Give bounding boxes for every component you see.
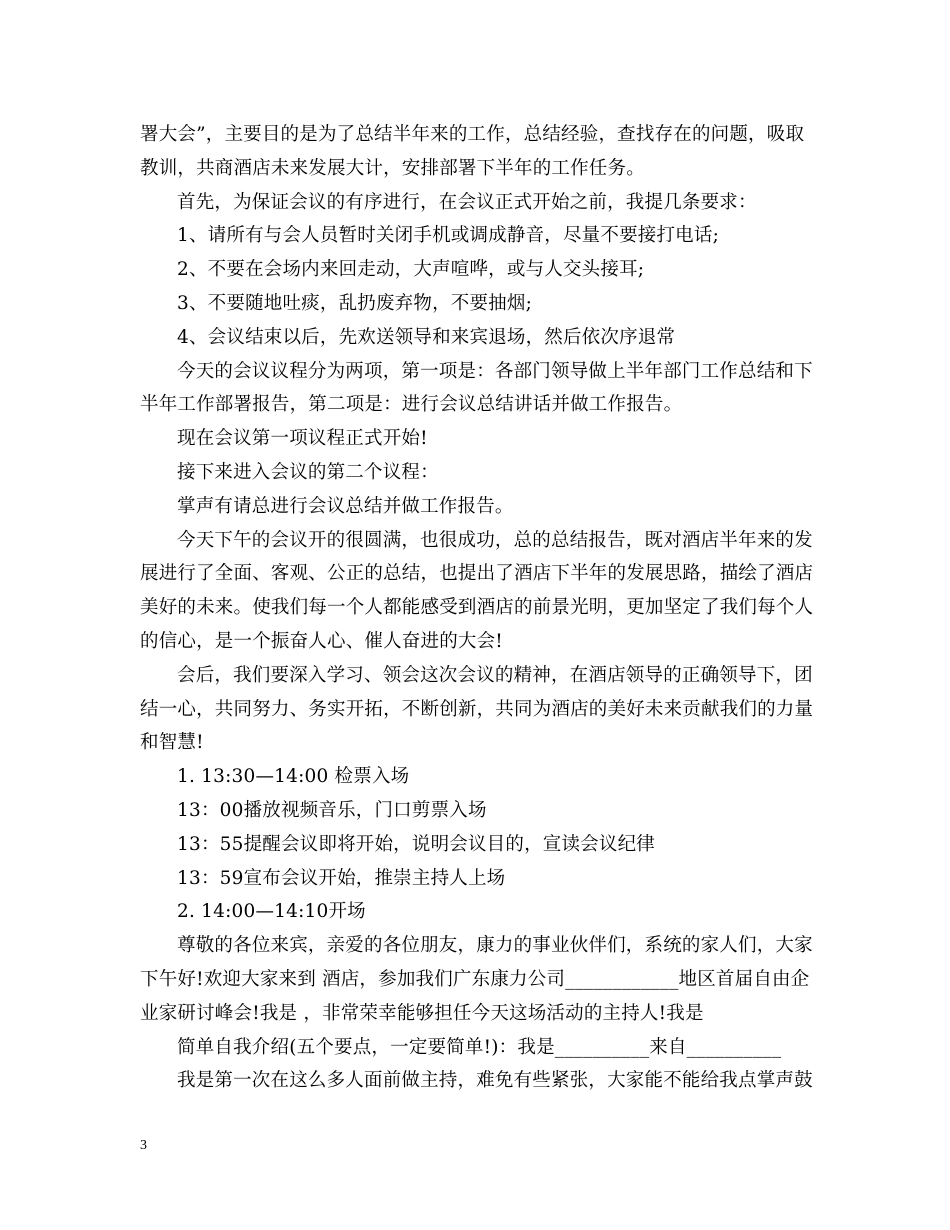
text-line: 3、不要随地吐痰，乱扔废弃物，不要抽烟; xyxy=(177,292,533,314)
text-line: 接下来进入会议的第二个议程： xyxy=(177,461,439,483)
document-body xyxy=(140,118,820,1098)
text-line: 13：59宣布会议开始，推崇主持人上场 xyxy=(177,867,506,889)
text-line: 署大会”，主要目的是为了总结半年来的工作，总结经验，查找存在的问题，吸取 xyxy=(140,124,805,145)
text-line: 2、不要在会场内来回走动，大声喧哗，或与人交头接耳; xyxy=(177,259,645,281)
text-line: 展进行了全面、客观、公正的总结，也提出了酒店下半年的发展思路，描绘了酒店 xyxy=(140,563,814,585)
text-line: 尊敬的各位来宾，亲爱的各位朋友，康力的事业伙伴们，系统的家人们，大家 xyxy=(177,935,813,957)
text-line: 今天下午的会议开的很圆满，也很成功，总的总结报告，既对酒店半年来的发 xyxy=(177,529,813,551)
text-line: 13：55提醒会议即将开始，说明会议目的，宣读会议纪律 xyxy=(177,833,655,855)
text-line: 13：00播放视频音乐，门口剪票入场 xyxy=(177,799,487,821)
text-line: 今天的会议议程分为两项，第一项是：各部门领导做上半年部门工作总结和下 xyxy=(177,360,813,382)
text-line: 现在会议第一项议程正式开始! xyxy=(177,428,428,450)
text-line: 业家研讨峰会!我是 ，非常荣幸能够担任今天这场活动的主持人!我是 xyxy=(140,1002,704,1024)
text-line: 教训，共商酒店未来发展大计，安排部署下半年的工作任务。 xyxy=(140,157,645,179)
text-line: 结一心，共同努力、务实开拓，不断创新，共同为酒店的美好未来贡献我们的力量 xyxy=(140,698,814,720)
text-line: 4、会议结束以后，先欢送领导和来宾退场，然后依次序退常 xyxy=(177,326,676,348)
text-line: 和智慧! xyxy=(140,732,204,754)
text-line: 2. 14:00—14:10开场 xyxy=(177,901,366,923)
text-line: 的信心，是一个振奋人心、催人奋进的大会! xyxy=(140,630,503,652)
text-line: 下午好!欢迎大家来到 酒店，参加我们广东康力公司____________地区首届自由企 xyxy=(140,968,810,990)
text-line: 1、请所有与会人员暂时关闭手机或调成静音，尽量不要接打电话; xyxy=(177,225,720,247)
text-line: 掌声有请总进行会议总结并做工作报告。 xyxy=(177,495,514,517)
text-line: 美好的未来。使我们每一个人都能感受到酒店的前景光明，更加坚定了我们每个人 xyxy=(140,597,814,619)
text-line: 首先，为保证会议的有序进行，在会议正式开始之前，我提几条要求： xyxy=(177,191,757,213)
text-line: 1. 13:30—14:00 检票入场 xyxy=(177,766,410,788)
text-line: 会后，我们要深入学习、领会这次会议的精神，在酒店领导的正确领导下，团 xyxy=(177,664,813,686)
text-line: 我是第一次在这么多人面前做主持，难免有些紧张，大家能不能给我点掌声鼓 xyxy=(177,1070,813,1092)
text-line: 半年工作部署报告，第二项是：进行会议总结讲话并做工作报告。 xyxy=(140,394,683,416)
text-line: 简单自我介绍(五个要点，一定要简单!)：我是__________来自__________ xyxy=(177,1036,782,1058)
page-number: 3 xyxy=(140,1138,147,1153)
